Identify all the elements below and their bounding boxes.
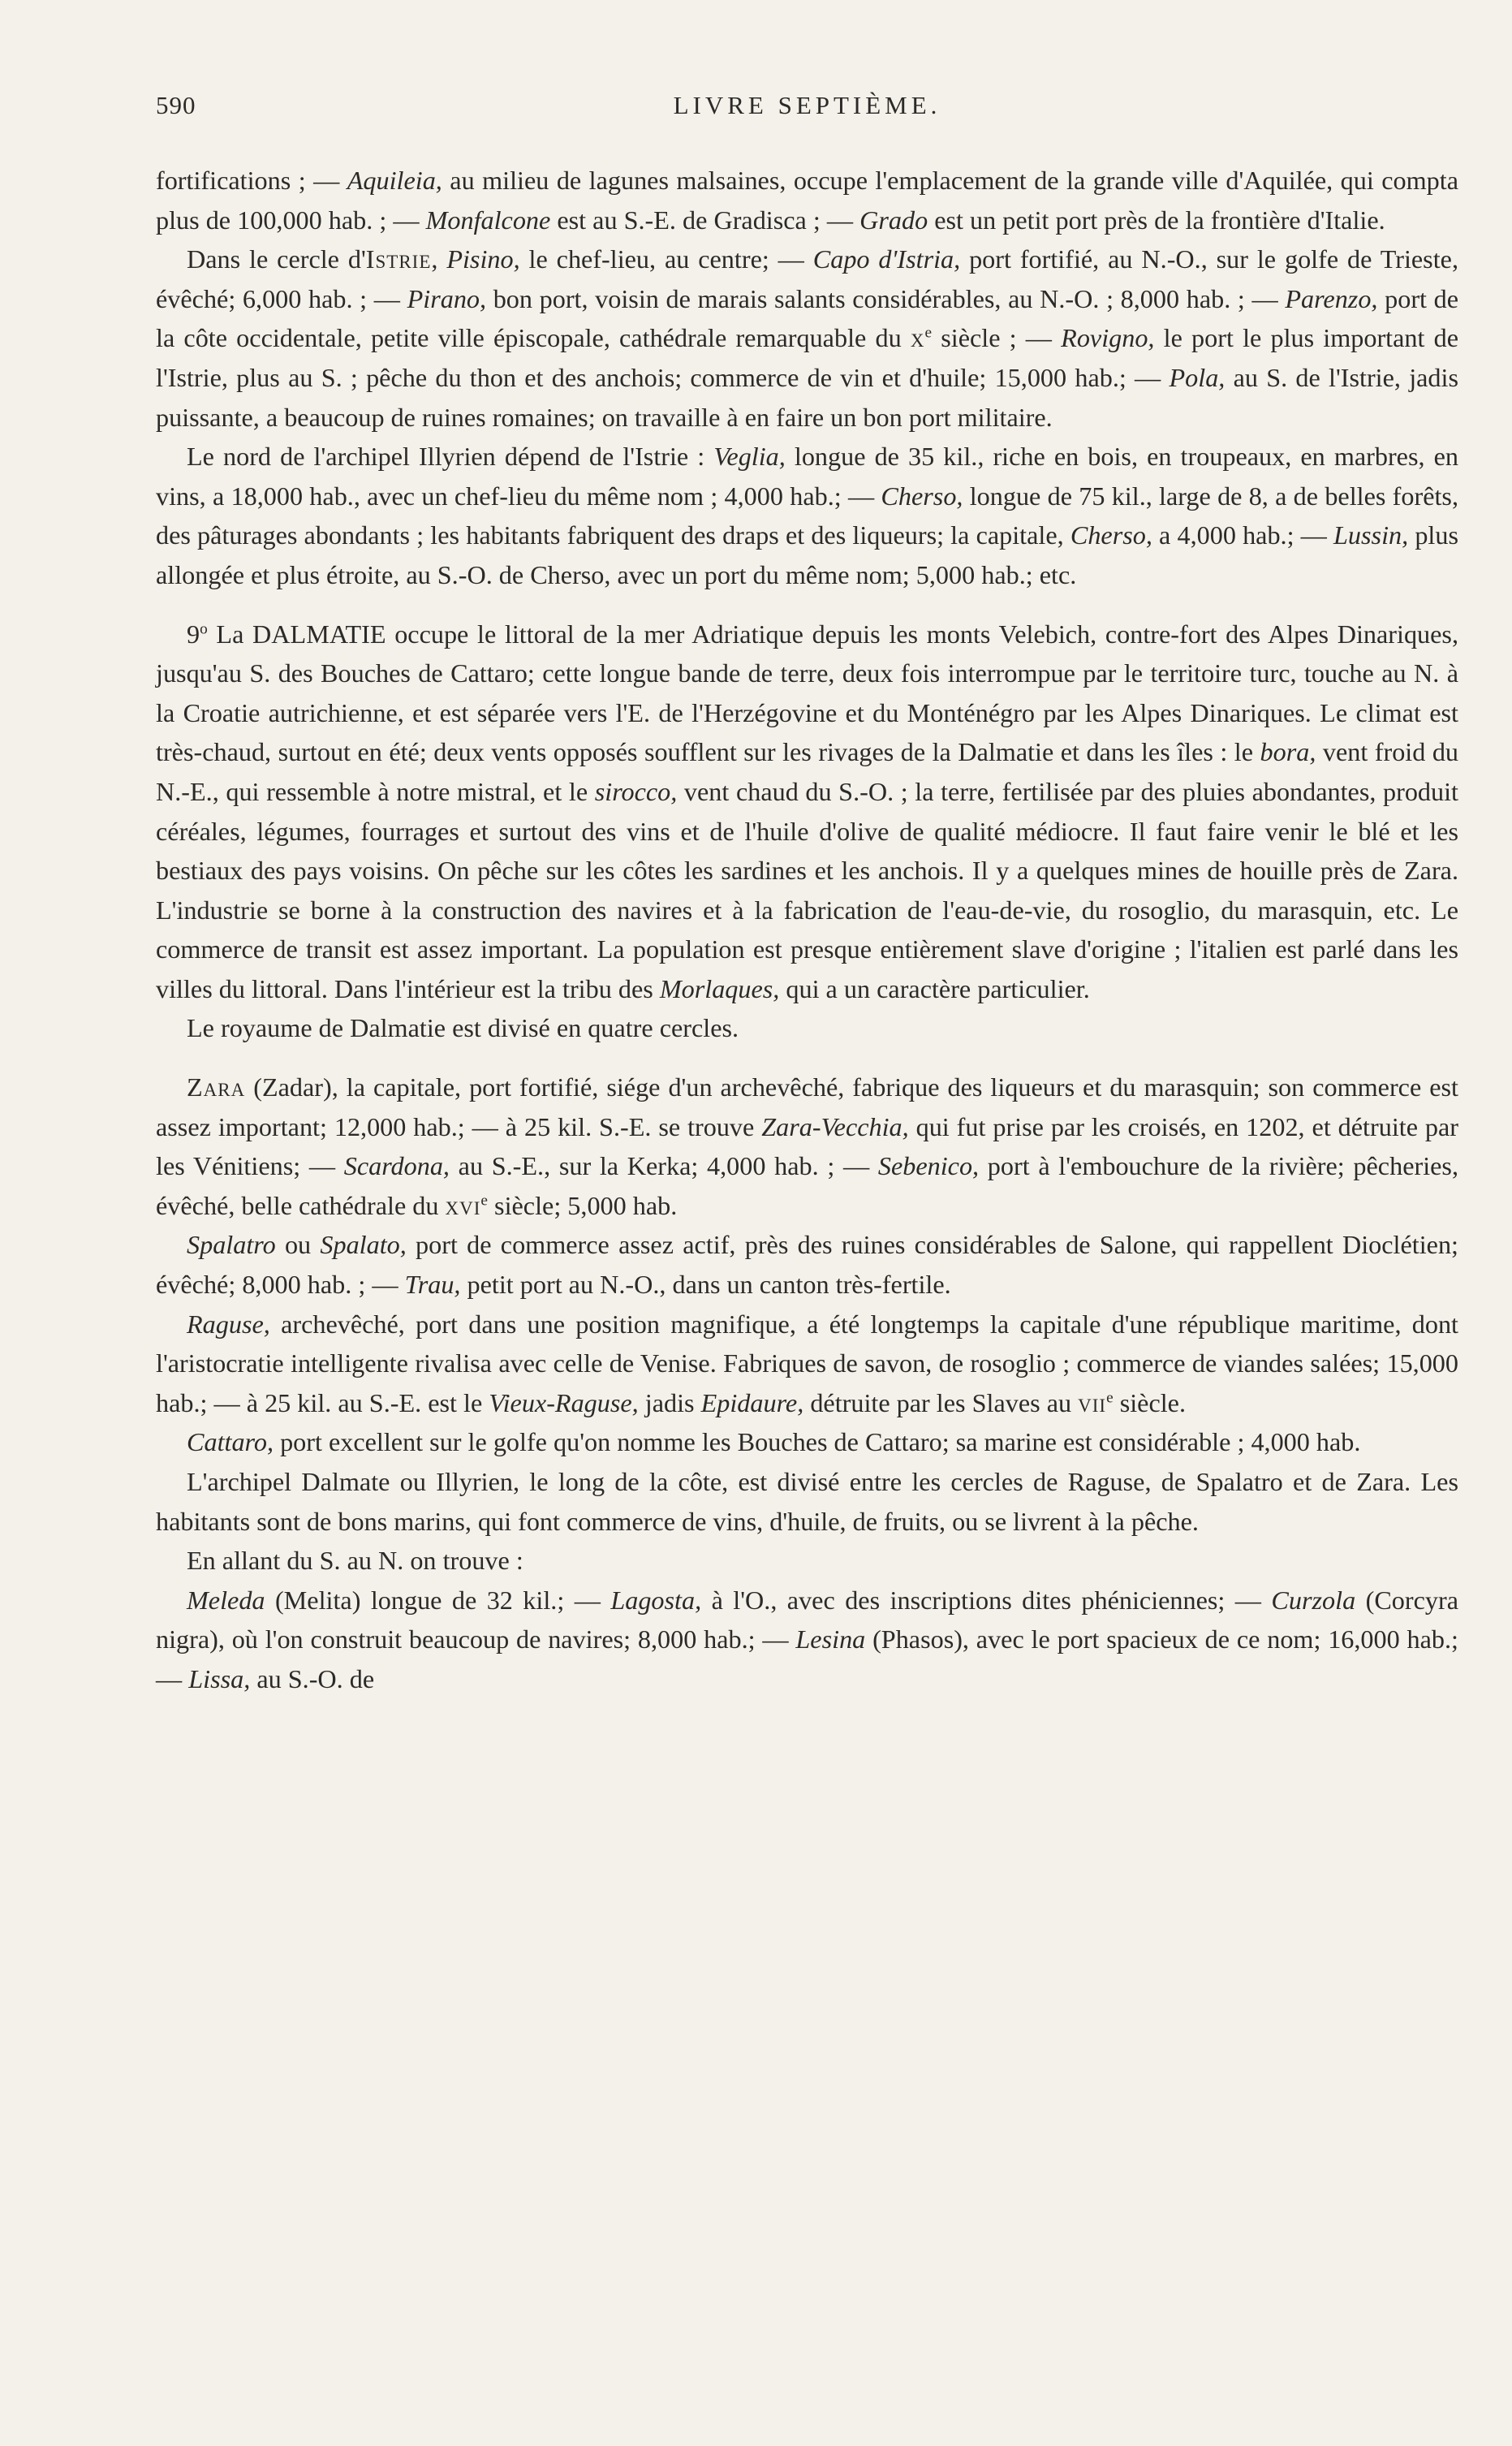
text-run: le port le plus important de l'Istrie, plus au S. ; pêche du thon et des anchois; commerce de vin et d'huile; 15,000 hab.; —	[156, 323, 1459, 392]
paragraph-p5	[156, 1008, 1458, 1048]
body-text	[156, 161, 1458, 1699]
paragraph-p9	[156, 1422, 1458, 1462]
text-run: Raguse,	[187, 1309, 270, 1339]
text-run: vent chaud du S.-O. ; la terre, fertilisée par des pluies abondantes, produit céréales, légumes, fourrages et surtout des vins et de l'huile d'olive de qualité médiocre. Il faut faire venir le blé et les bestiaux des pays voisins. On pêche sur les côtes les sardines et les anchois. Il y a quelques mines de houille près de Zara. L'industrie se borne à la construction des navires et à la fabrication de l'eau-de-vie, du rosoglio, du marasquin, etc. Le commerce de transit est assez important. La population est presque entièrement slave d'origine ; l'italien est parlé dans les villes du littoral. Dans l'intérieur est la tribu des	[156, 776, 1458, 1003]
text-run: (Phasos), avec le port spacieux de ce nom; 16,000 hab.; —	[156, 1624, 1458, 1693]
text-run: Pola,	[1169, 362, 1226, 392]
paragraph-p10	[156, 1462, 1458, 1541]
paragraph-p4	[156, 615, 1458, 1009]
text-run: est un petit port près de la frontière d'Italie.	[928, 205, 1385, 235]
text-run: port de la côte occidentale, petite ville épiscopale, cathédrale remarquable du	[156, 283, 1459, 353]
text-run: x	[910, 323, 925, 353]
text-run: (Melita) longue de 32 kil.; —	[265, 1585, 611, 1615]
paragraph-p8	[156, 1305, 1458, 1423]
text-run: Dans le cercle d'	[187, 244, 366, 274]
text-run: Spalato,	[320, 1230, 407, 1260]
text-run: au S.-E., sur la Kerka; 4,000 hab. ; —	[449, 1151, 878, 1181]
paragraph-p12	[156, 1581, 1458, 1699]
text-run: (Zadar), la capitale, port fortifié, siége d'un archevêché, fabrique des liqueurs et du marasquin; son commerce est assez important; 12,000 hab.; — à 25 kil. S.-E. se trouve	[156, 1072, 1458, 1141]
text-run: Cattaro,	[187, 1427, 274, 1457]
text-run: au S. de l'Istrie, jadis puissante, a beaucoup de ruines romaines; on travaille à en faire un bon port militaire.	[156, 362, 1458, 432]
text-run: Cherso,	[881, 481, 963, 511]
text-run: sirocco,	[594, 776, 678, 806]
text-run: Spalatro	[187, 1230, 276, 1260]
text-run: port de commerce assez actif, près des ruines considérables de Salone, qui rappellent Dioclétien; évêché; 8,000 hab. ; —	[156, 1230, 1458, 1300]
text-run: Lesina	[795, 1624, 866, 1654]
text-run: Curzola	[1271, 1585, 1356, 1615]
text-run: Epidaure,	[700, 1387, 804, 1417]
paragraph-p11	[156, 1541, 1458, 1581]
text-run: Rovigno,	[1061, 323, 1155, 353]
text-run: Pisino,	[446, 244, 520, 274]
text-run: est au S.-E. de Gradisca ; —	[550, 205, 860, 235]
text-run: vent froid du N.-E., qui ressemble à notre mistral, et le	[156, 737, 1459, 806]
text-run: o	[200, 619, 208, 637]
text-run: Meleda	[187, 1585, 265, 1615]
text-run: plus allongée et plus étroite, au S.-O. de Cherso, avec un port du même nom; 5,000 hab.; etc.	[156, 520, 1458, 589]
page-header	[156, 91, 1458, 136]
text-run: à l'O., avec des inscriptions dites phéniciennes; —	[701, 1585, 1272, 1615]
text-run: fortifications ; —	[156, 166, 347, 195]
text-run: qui fut prise par les croisés, en 1202, et détruite par les Vénitiens; —	[156, 1111, 1459, 1181]
text-run: port excellent sur le golfe qu'on nomme les Bouches de Cattaro; sa marine est considérable ; 4,000 hab.	[274, 1427, 1361, 1457]
text-run: siècle ; —	[932, 323, 1062, 353]
text-run: (Corcyra nigra), où l'on construit beaucoup de navires; 8,000 hab.; —	[156, 1585, 1458, 1654]
text-run: Cherso,	[1070, 520, 1152, 550]
text-run: Aquileia,	[347, 166, 442, 195]
text-run: Sebenico,	[877, 1151, 980, 1181]
text-run: Le nord de l'archipel Illyrien dépend de l'Istrie :	[187, 442, 714, 472]
text-run: 9	[187, 619, 200, 649]
text-run: siècle.	[1113, 1387, 1187, 1417]
paragraph-p2	[156, 239, 1458, 437]
text-run: bora,	[1260, 737, 1316, 767]
text-run: Zara-Vecchia,	[761, 1111, 909, 1141]
text-run: Trau,	[404, 1270, 461, 1300]
running-title: LIVRE SEPTIÈME.	[673, 91, 941, 119]
text-run: Grado	[859, 205, 928, 235]
text-run: longue de 75 kil., large de 8, a de belles forêts, des pâturages abondants ; les habitants fabriquent des draps et des liqueurs; la capitale,	[156, 481, 1459, 550]
text-run: petit port au N.-O., dans un canton très-fertile.	[460, 1270, 951, 1300]
text-run: Lussin,	[1333, 520, 1409, 550]
text-run: jadis	[638, 1387, 701, 1417]
text-run: Scardona,	[343, 1151, 450, 1181]
paragraph-p1	[156, 161, 1458, 239]
text-run: siècle; 5,000 hab.	[488, 1190, 678, 1220]
text-run: Vieux-Raguse,	[489, 1387, 639, 1417]
paragraph-p3	[156, 437, 1458, 594]
text-run: xvi	[445, 1190, 481, 1220]
text-run: La DALMATIE occupe le littoral de la mer Adriatique depuis les monts Velebich, contre-fort des Alpes Dinariques, jusqu'au S. des Bouches de Cattaro; cette longue bande de terre, deux fois interrompue par le territoire turc, touche au N. à la Croatie autrichienne, et est séparée vers l'E. de l'Herzégovine et du Monténégro par les Alpes Dinariques. Le climat est très-chaud, surtout en été; deux vents opposés soufflent sur les rivages de la Dalmatie et dans les îles : le	[156, 619, 1458, 767]
text-run: Pirano,	[407, 283, 487, 313]
text-run: ou	[275, 1230, 321, 1260]
text-run: archevêché, port dans une position magnifique, a été longtemps la capitale d'une république maritime, dont l'aristocratie intelligente rivalisa avec celle de Venise. Fabriques de savon, de rosoglio ; commerce de viandes salées; 15,000 hab.; — à 25 kil. au S.-E. est le	[156, 1309, 1458, 1417]
paragraph-p6	[156, 1068, 1458, 1225]
text-run: En allant du S. au N. on trouve :	[187, 1546, 523, 1576]
text-run: qui a un caractère particulier.	[779, 973, 1090, 1003]
text-run: e	[924, 324, 933, 342]
text-run: le chef-lieu, au centre; —	[519, 244, 813, 274]
text-run: Parenzo,	[1285, 283, 1378, 313]
text-run: Lagosta,	[610, 1585, 702, 1615]
text-run: Le royaume de Dalmatie est divisé en quatre cercles.	[187, 1013, 739, 1043]
text-run: bon port, voisin de marais salants considérables, au N.-O. ; 8,000 hab. ; —	[486, 283, 1286, 313]
text-run: e	[1106, 1389, 1114, 1407]
text-run: ,	[431, 244, 447, 274]
text-run: vii	[1078, 1387, 1107, 1417]
text-run: Morlaques,	[659, 973, 780, 1003]
text-run: au S.-O. de	[250, 1663, 375, 1693]
text-run: Veglia,	[713, 442, 786, 472]
text-run: Lissa,	[188, 1663, 251, 1693]
paragraph-p7	[156, 1225, 1458, 1304]
text-run: port fortifié, au N.-O., sur le golfe de Trieste, évêché; 6,000 hab. ; —	[156, 244, 1458, 313]
text-run: détruite par les Slaves au	[803, 1387, 1079, 1417]
text-run: port à l'embouchure de la rivière; pêcheries, évêché, belle cathédrale du	[156, 1151, 1458, 1220]
text-run: Monfalcone	[425, 205, 551, 235]
text-run: longue de 35 kil., riche en bois, en troupeaux, en marbres, en vins, a 18,000 hab., avec un chef-lieu du même nom ; 4,000 hab.; —	[156, 442, 1459, 511]
text-run: Istrie	[365, 244, 432, 274]
page-number: 590	[156, 91, 196, 119]
text-run: a 4,000 hab.; —	[1152, 520, 1334, 550]
text-run: L'archipel Dalmate ou Illyrien, le long de la côte, est divisé entre les cercles de Raguse, de Spalatro et de Zara. Les habitants sont de bons marins, qui font commerce de vins, d'huile, de fruits, ou se livrent à la pêche.	[156, 1467, 1458, 1536]
text-run: e	[480, 1192, 488, 1210]
text-run: Zara	[187, 1072, 246, 1102]
text-run: Capo d'Istria,	[812, 244, 961, 274]
text-run: au milieu de lagunes malsaines, occupe l'emplacement de la grande ville d'Aquilée, qui compta plus de 100,000 hab. ; —	[156, 166, 1458, 235]
